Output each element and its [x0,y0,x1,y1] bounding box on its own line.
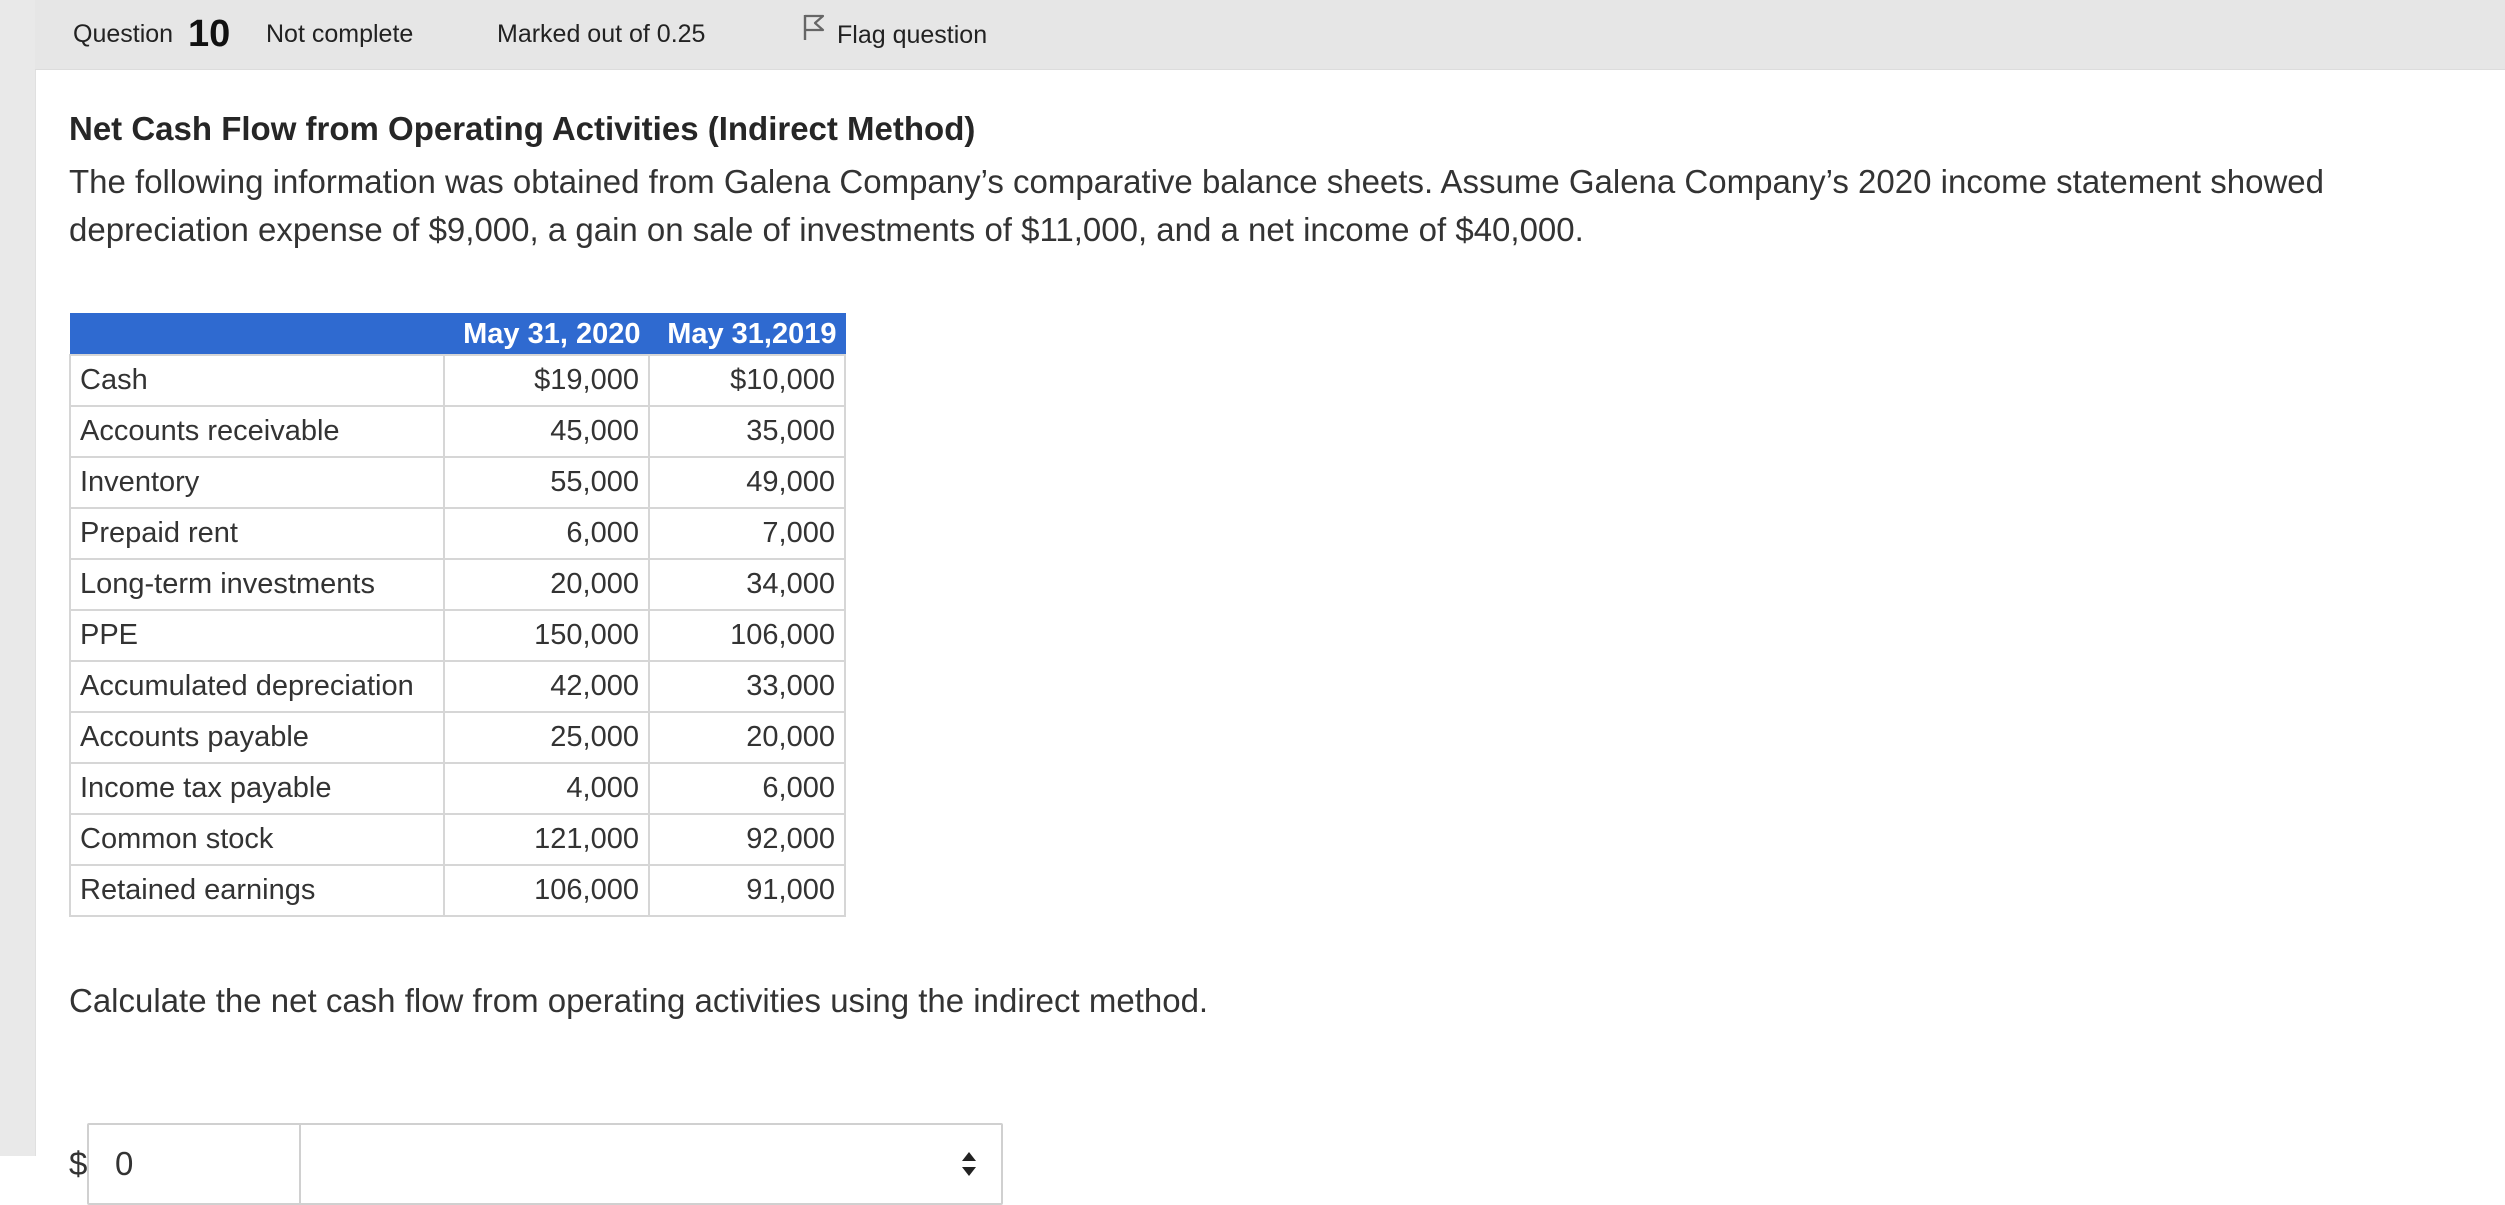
question-info-bar [35,0,2505,70]
row-label: Cash [70,355,444,406]
row-value-2019: 35,000 [649,406,845,457]
row-value-2019: 7,000 [649,508,845,559]
table-row [70,712,845,763]
flag-question-button[interactable] [801,0,987,69]
table-row [70,355,845,406]
row-label: Retained earnings [70,865,444,916]
row-value-2019: 49,000 [649,457,845,508]
flag-icon [801,0,827,68]
question-grade: Marked out of 0.25 [497,20,706,48]
row-value-2019: 33,000 [649,661,845,712]
table-header-row [70,314,845,356]
table-header-2020: May 31, 2020 [444,314,649,356]
table-header-blank [70,314,444,356]
row-value-2019: 106,000 [649,610,845,661]
row-value-2019: $10,000 [649,355,845,406]
row-value-2019: 92,000 [649,814,845,865]
question-number: 10 [188,13,231,55]
row-label: Long-term investments [70,559,444,610]
table-row [70,814,845,865]
row-value-2020: 55,000 [444,457,649,508]
row-label: Accounts payable [70,712,444,763]
table-row [70,559,845,610]
answer-dropdown[interactable] [299,1123,1003,1205]
answer-amount-input[interactable] [87,1123,319,1205]
row-value-2020: 45,000 [444,406,649,457]
row-value-2020: 20,000 [444,559,649,610]
sort-caret-icon [961,1150,977,1178]
row-label: Accumulated depreciation [70,661,444,712]
table-header-2019: May 31,2019 [649,314,845,356]
row-value-2020: $19,000 [444,355,649,406]
table-row [70,661,845,712]
row-value-2019: 91,000 [649,865,845,916]
table-row [70,457,845,508]
balance-sheet-table [69,313,846,917]
row-label: Income tax payable [70,763,444,814]
row-label: Common stock [70,814,444,865]
question-intro: The following information was obtained from Galena Company’s comparative balance sheets. Assume Galena Company’s 2020 income statement showed depreciation expense of $9,000, a gain on sale of investments of $11,000, and a net income of $40,000. [69,163,2325,248]
row-value-2020: 6,000 [444,508,649,559]
row-value-2020: 4,000 [444,763,649,814]
table-row [70,763,845,814]
row-label: Prepaid rent [70,508,444,559]
left-rail [0,0,36,1156]
flag-question-label: Flag question [837,20,988,49]
row-value-2019: 6,000 [649,763,845,814]
table-row [70,508,845,559]
table-row [70,610,845,661]
row-value-2020: 106,000 [444,865,649,916]
question-label: Question [73,20,174,48]
row-value-2020: 150,000 [444,610,649,661]
row-value-2019: 34,000 [649,559,845,610]
row-value-2020: 42,000 [444,661,649,712]
row-label: Inventory [70,457,444,508]
currency-symbol: $ [69,1145,88,1182]
table-row [70,865,845,916]
question-state: Not complete [266,20,414,48]
row-value-2019: 20,000 [649,712,845,763]
question-title: Net Cash Flow from Operating Activities (Indirect Method) [69,110,976,147]
row-value-2020: 121,000 [444,814,649,865]
question-prompt: Calculate the net cash flow from operating activities using the indirect method. [69,982,1209,1019]
table-row [70,406,845,457]
row-label: PPE [70,610,444,661]
row-label: Accounts receivable [70,406,444,457]
question-content [69,100,2469,1182]
row-value-2020: 25,000 [444,712,649,763]
